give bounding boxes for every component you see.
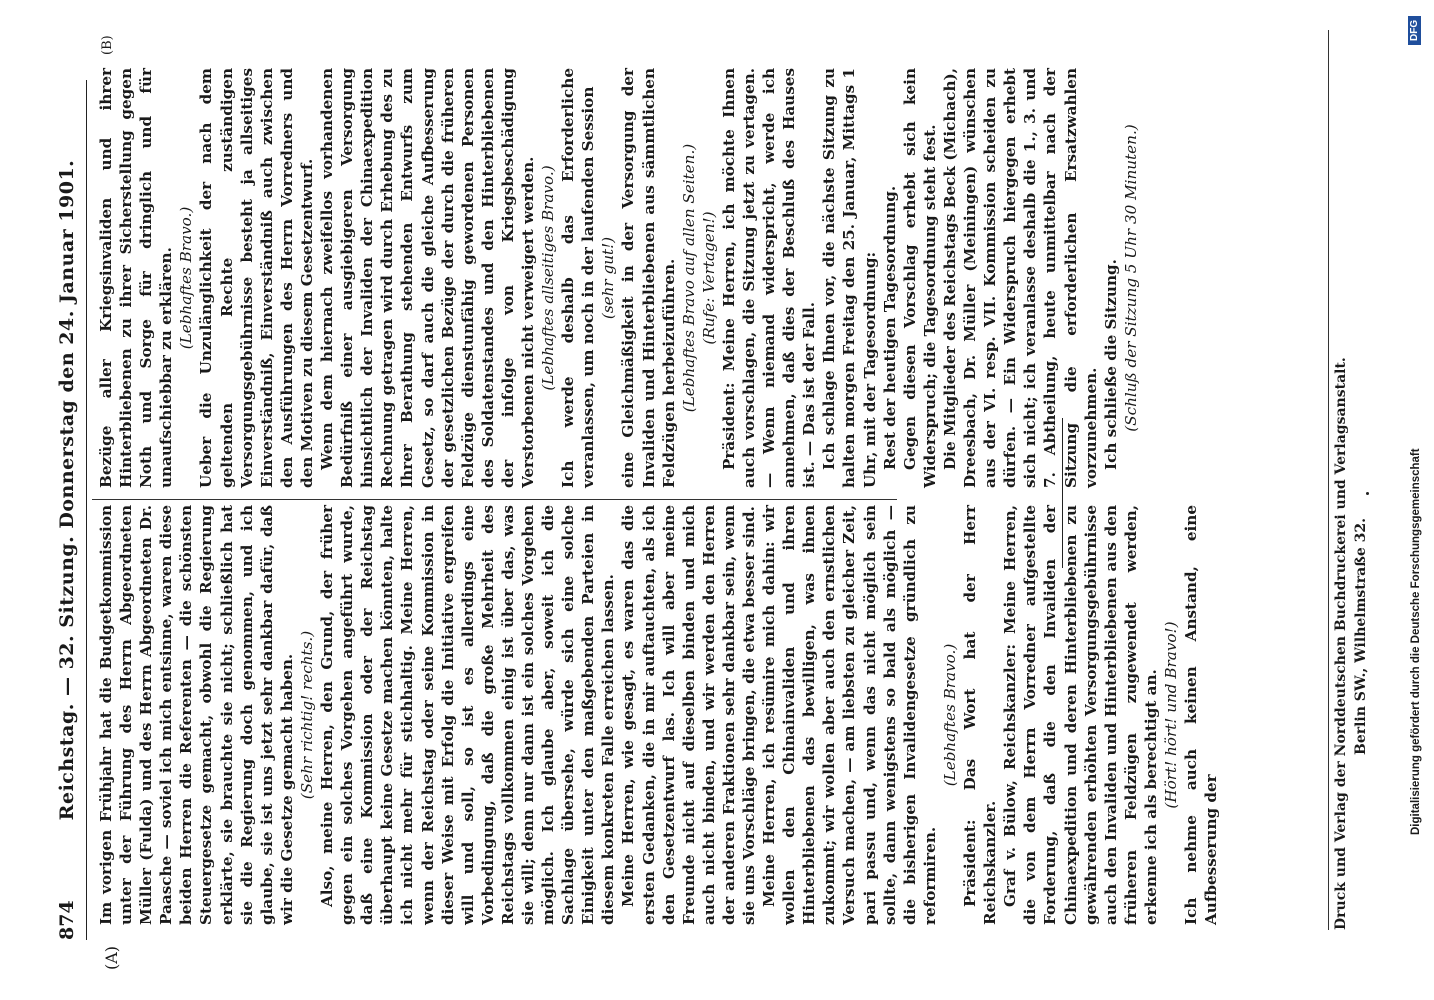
paragraph: Die Mitglieder des Reichstags Beck (Michach), Dreesbach, Dr. Müller (Meiningen) wünschen aus der VI. resp. VII. Kommission scheiden zu dürfen. — Ein Widerspruch hiergegen erhebt sich nicht; ich veranlasse deshalb die 1., 3. und 7. Abtheilung, heute unmittelbar nach der Sitzung die erforderlichen Ersatzwahlen vorzunehmen.	[940, 68, 1100, 488]
paragraph: (Schluß der Sitzung 5 Uhr 30 Minuten.)	[1121, 124, 1140, 432]
printer-imprint	[1328, 30, 1371, 930]
paragraph: Graf v. Bülow, Reichskanzler: Meine Herren, die von dem Herrn Vorredner aufgestellte Forderung, daß die den Invaliden der Chinaexpedition und deren Hinterbliebenen zu gewährenden erhöhten Versorgungsgebührnisse auch den Invaliden und Hinterbliebenen aus den früheren Feldzügen zugewendet werden, erkenne ich als berechtigt an.	[1001, 505, 1160, 925]
digitization-note: Digitalisierung gefördert durch die Deutsche Forschungsgemeinschaft	[1410, 448, 1422, 835]
paragraph: Ich werde deshalb das Erforderliche veranlassen, um noch in der laufenden Session	[559, 68, 598, 488]
paragraph: (Lebhaftes Bravo.)	[177, 206, 196, 350]
left-column	[96, 505, 1221, 925]
running-title: Reichstag. — 32. Sitzung. Donnerstag den 24. Januar 1901.	[56, 159, 78, 821]
paragraph: Rest der heutigen Tagesordnung.	[880, 185, 899, 470]
paragraph: Präsident: Meine Herren, ich möchte Ihnen auch vorschlagen, die Sitzung jetzt zu vertagen. — Wenn niemand widerspricht, werde ich annehmen, daß dies der Beschluß des Hauses ist. — Das ist der Fall.	[719, 68, 819, 488]
header-rule	[86, 80, 87, 940]
column-divider	[92, 499, 897, 500]
imprint-line-2: Berlin SW., Wilhelmstraße 32.	[1353, 518, 1369, 755]
paragraph: Präsident: Das Wort hat der Herr Reichskanzler.	[961, 505, 1000, 925]
paragraph: Meine Herren, ich resümire mich dahin: wir wollen den Chinainvaliden und ihren Hinterbliebenen das bewilligen, was ihnen zukommt; wir wollen aber auch den ernstlichen Versuch machen, — am liebsten zu gleicher Zeit, pari passu und, wenn das nicht möglich sein sollte, dann wenigstens so bald als möglich — die bisherigen Invalidengesetze gründlich zu reformiren.	[760, 505, 939, 925]
dfg-logo: DFG	[1408, 16, 1421, 45]
paragraph: (sehr gut!)	[599, 236, 618, 320]
paragraph: Ich nehme auch keinen Anstand, eine Aufbesserung der	[1182, 505, 1221, 925]
paragraph: Wenn dem hiernach zweifellos vorhandenen Bedürfniß einer ausgiebigeren Versorgung hinsichtlich der Invaliden der Chinaexpedition Rechnung getragen wird durch Erhebung des zu Ihrer Berathung stehenden Entwurfs zum Gesetz, so darf auch die gleiche Aufbesserung der gesetzlichen Bezüge der durch die früheren Feldzüge dienstunfähig gewordenen Personen des Soldatenstandes und den Hinterbliebenen der infolge von Kriegsbeschädigung Verstorbenen nicht verweigert werden.	[318, 68, 537, 488]
paragraph: (Sehr richtig! rechts.)	[297, 630, 316, 800]
separator-line	[1062, 418, 1063, 568]
right-column	[96, 68, 1141, 488]
page-header	[56, 80, 84, 940]
paragraph: (Rufe: Vertagen!)	[699, 211, 718, 345]
paragraph: Gegen diesen Vorschlag erhebt sich kein Widerspruch; die Tagesordnung steht fest.	[900, 68, 939, 488]
paragraph: Bezüge aller Kriegsinvaliden und ihrer Hinterbliebenen zu ihrer Sicherstellung gegen Noth und Sorge für dringlich und für unaufschiebbar zu erklären.	[97, 68, 176, 488]
paragraph: (Lebhaftes Bravo.)	[940, 643, 959, 787]
imprint-line-1: Druck und Verlag der Norddeutschen Buchdruckerei und Verlagsanstalt.	[1333, 357, 1349, 930]
paragraph: Also, meine Herren, den Grund, der früher gegen ein solches Vorgehen angeführt wurde, daß eine Kommission oder der Reichstag überhaupt keine Gesetze machen könnten, halte ich nicht mehr für stichhaltig. Meine Herren, wenn der Reichstag oder seine Kommission in dieser Weise mit Erfolg die Initiative ergreifen will und soll, so ist es allerdings eine Vorbedingung, daß die große Mehrheit des Reichstags vollkommen einig ist über das, was sie will; denn nur dann ist ein solches Vorgehen möglich. Ich glaube aber, soweit ich die Sachlage übersehe, würde sich eine solche Einigkeit unter den maßgebenden Parteien in diesem konkreten Falle erreichen lassen.	[318, 505, 618, 925]
paragraph: Ich schließe die Sitzung.	[1101, 259, 1120, 470]
paragraph: Im vorigen Frühjahr hat die Budgetkommission unter der Führung des Herrn Abgeordneten Müller (Fulda) und des Herrn Abgeordneten Dr. Paasche — soviel ich mich entsinne, waren diese beiden Herren die Referenten — die schönsten Steuergesetze gemacht, obwohl die Regierung erklärte, sie brauchte sie nicht; schließlich hat sie die Regierung doch genommen, und ich glaube, sie ist uns jetzt sehr dankbar dafür, daß wir die Gesetze gemacht haben.	[97, 505, 296, 925]
paragraph: (Lebhaftes Bravo auf allen Seiten.)	[679, 143, 698, 413]
paragraph: (Hört! hört! und Bravo!)	[1161, 621, 1180, 809]
margin-mark-right: (B)	[100, 35, 115, 55]
margin-mark-left: (A)	[102, 945, 121, 970]
paragraph: (Lebhaftes allseitiges Bravo.)	[539, 165, 558, 391]
page-number: 874	[56, 900, 78, 940]
paragraph: Ueber die Unzulänglichkeit der nach dem geltenden Rechte zuständigen Versorgungsgebührnisse besteht ja allseitiges Einverständniß, Einverständniß auch zwischen den Ausführungen des Herrn Vorredners und den Motiven zu diesem Gesetzentwurf.	[197, 68, 316, 488]
paragraph: Ich schlage Ihnen vor, die nächste Sitzung zu halten morgen Freitag den 25. Januar, Mittags 1 Uhr, mit der Tagesordnung:	[820, 68, 879, 488]
paragraph: Meine Herren, wie gesagt, es waren das die ersten Gedanken, die in mir auftauchten, als ich den Gesetzentwurf las. Ich will aber meine Freunde nicht auf dieselben binden und mich auch nicht binden, und wir werden den Herren der anderen Fraktionen sehr dankbar sein, wenn sie uns Vorschläge bringen, die etwa besser sind.	[619, 505, 758, 925]
paragraph: eine Gleichmäßigkeit in der Versorgung der Invaliden und Hinterbliebenen aus sämmtlichen Feldzügen herbeizuführen.	[619, 68, 678, 488]
